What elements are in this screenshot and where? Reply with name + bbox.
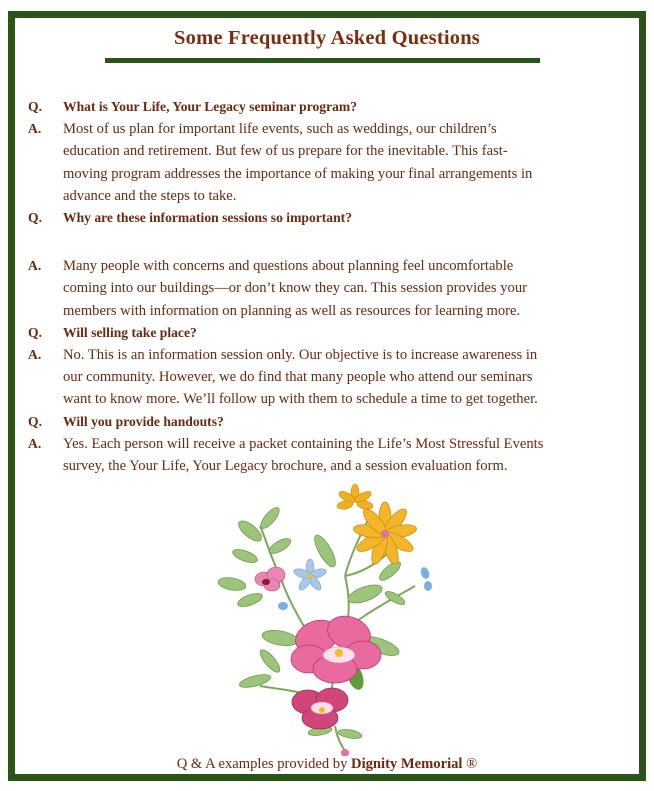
answer-line: education and retirement. But few of us prepare for the inevitable. This fast- [63, 143, 508, 160]
spacer [28, 229, 628, 251]
answer-line: Most of us plan for important life events, such as weddings, our children’s [63, 121, 497, 138]
question-label: Q. [28, 413, 42, 429]
question-text: Will selling take place? [63, 324, 197, 340]
answer-line: survey, the Your Life, Your Legacy brochure, and a session evaluation form. [63, 458, 508, 475]
answer-label: A. [28, 347, 42, 363]
answer-label: A. [28, 258, 42, 274]
answer-text [63, 344, 538, 411]
question-text: Why are these information sessions so important? [63, 210, 352, 226]
faq-frame [8, 11, 646, 781]
faq-question-row [28, 207, 628, 229]
answer-text [63, 255, 527, 322]
answer-line: Many people with concerns and questions about planning feel uncomfortable [63, 258, 514, 275]
credit-brand: Dignity Memorial [351, 756, 463, 772]
answer-line: advance and the steps to take. [63, 187, 237, 204]
faq-answer-row [28, 255, 628, 322]
faq-answer-row [28, 344, 628, 411]
answer-line: Yes. Each person will receive a packet containing the Life’s Most Stressful Events [63, 435, 544, 452]
title-underline-divider [105, 58, 540, 63]
faq-answer-row [28, 118, 628, 207]
floral-bouquet-illustration [210, 476, 450, 756]
question-text: Will you provide handouts? [63, 413, 224, 429]
question-label: Q. [28, 210, 42, 226]
answer-line: No. This is an information session only. Our objective is to increase awareness in [63, 347, 538, 364]
answer-text [63, 118, 532, 207]
credit-prefix: Q & A examples provided by [176, 756, 352, 772]
faq-question-row [28, 322, 628, 344]
question-label: Q. [28, 324, 42, 340]
answer-line: our community. However, we do find that many people who attend our seminars [63, 369, 533, 386]
answer-line: moving program addresses the importance of making your final arrangements in [63, 165, 533, 182]
page-title: Some Frequently Asked Questions [174, 27, 480, 49]
answer-label: A. [28, 121, 42, 137]
question-label: Q. [28, 99, 42, 114]
answer-line: want to know more. We’ll follow up with them to schedule a time to get together. [63, 391, 538, 408]
registered-mark: ® [462, 756, 478, 772]
faq-answer-row [28, 433, 628, 477]
credit-line [15, 756, 639, 773]
answer-text [63, 433, 543, 477]
answer-line: members with information on planning as well as resources for learning more. [63, 302, 521, 319]
faq-list [28, 96, 628, 477]
answer-label: A. [28, 435, 42, 451]
question-text: What is Your Life, Your Legacy seminar program? [63, 99, 358, 114]
answer-line: coming into our buildings—or don’t know they can. This session provides your [63, 280, 527, 297]
faq-question-row [28, 96, 628, 118]
faq-question-row [28, 411, 628, 433]
